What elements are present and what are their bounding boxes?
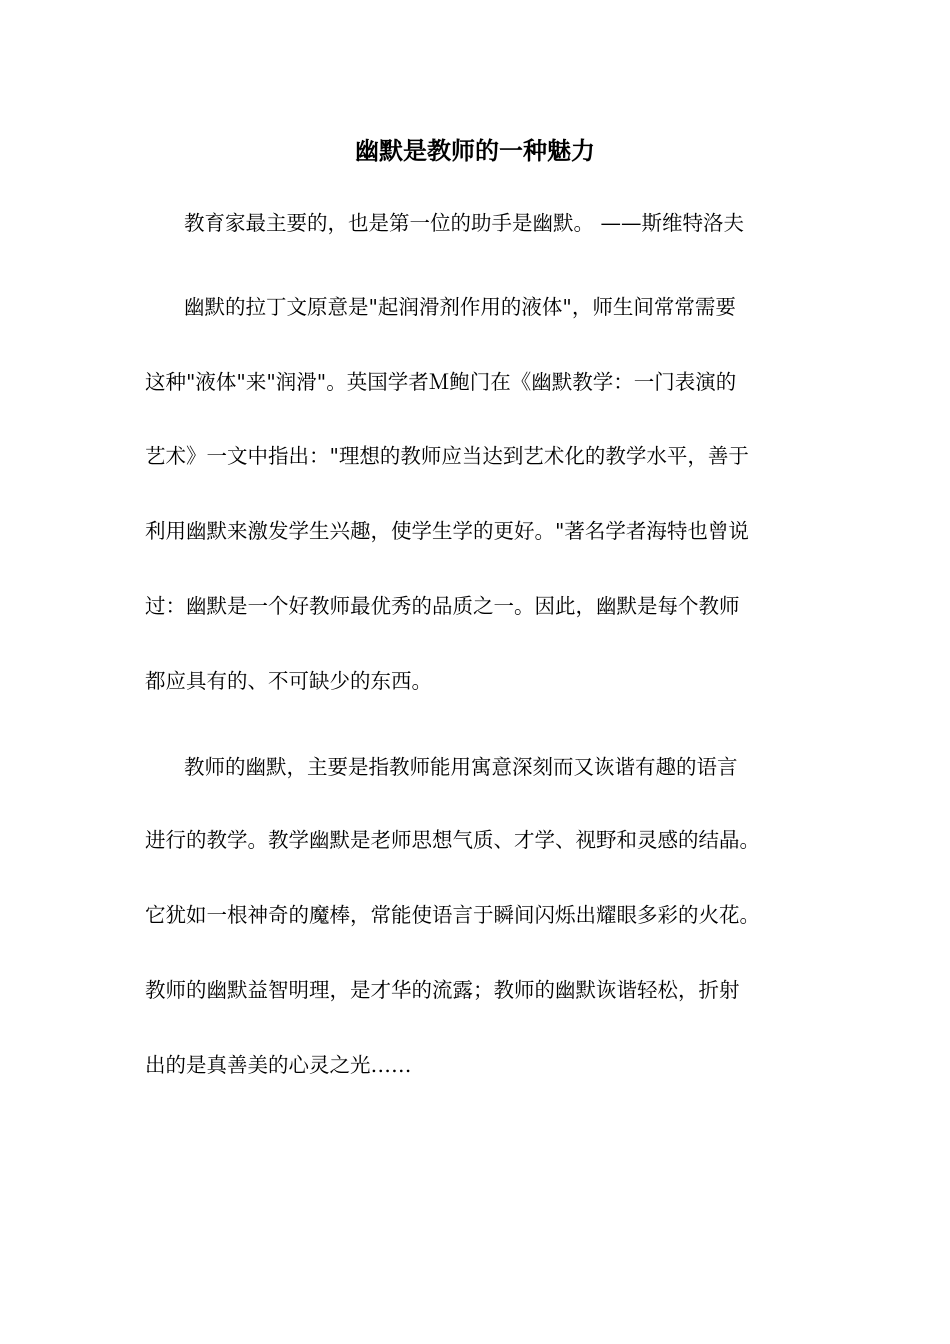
paragraph-line: 这种"液体"来"润滑"。英国学者Ｍ鲍门在《幽默教学：一门表演的 (145, 370, 737, 394)
paragraph-line: 过：幽默是一个好教师最优秀的品质之一。因此，幽默是每个教师 (145, 594, 740, 618)
paragraph-line: 教师的幽默益智明理，是才华的流露；教师的幽默诙谐轻松，折射 (145, 978, 740, 1002)
paragraph-line: 幽默的拉丁文原意是"起润滑剂作用的液体"，师生间常常需要 (184, 295, 736, 319)
paragraph-line: 艺术》一文中指出："理想的教师应当达到艺术化的教学水平，善于 (145, 444, 749, 468)
paragraph-line: 它犹如一根神奇的魔棒，常能使语言于瞬间闪烁出耀眼多彩的火花。 (145, 903, 760, 927)
document-title: 幽默是教师的一种魅力 (355, 136, 595, 165)
epigraph: 教育家最主要的，也是第一位的助手是幽默。 ——斯维特洛夫 (184, 211, 745, 235)
paragraph-line: 教师的幽默，主要是指教师能用寓意深刻而又诙谐有趣的语言 (184, 755, 738, 779)
paragraph-line: 利用幽默来激发学生兴趣，使学生学的更好。"著名学者海特也曾说 (145, 519, 749, 543)
paragraph-line: 都应具有的、不可缺少的东西。 (145, 669, 432, 693)
paragraph-line: 进行的教学。教学幽默是老师思想气质、才学、视野和灵感的结晶。 (145, 828, 760, 852)
paragraph-line: 出的是真善美的心灵之光…… (145, 1053, 412, 1077)
